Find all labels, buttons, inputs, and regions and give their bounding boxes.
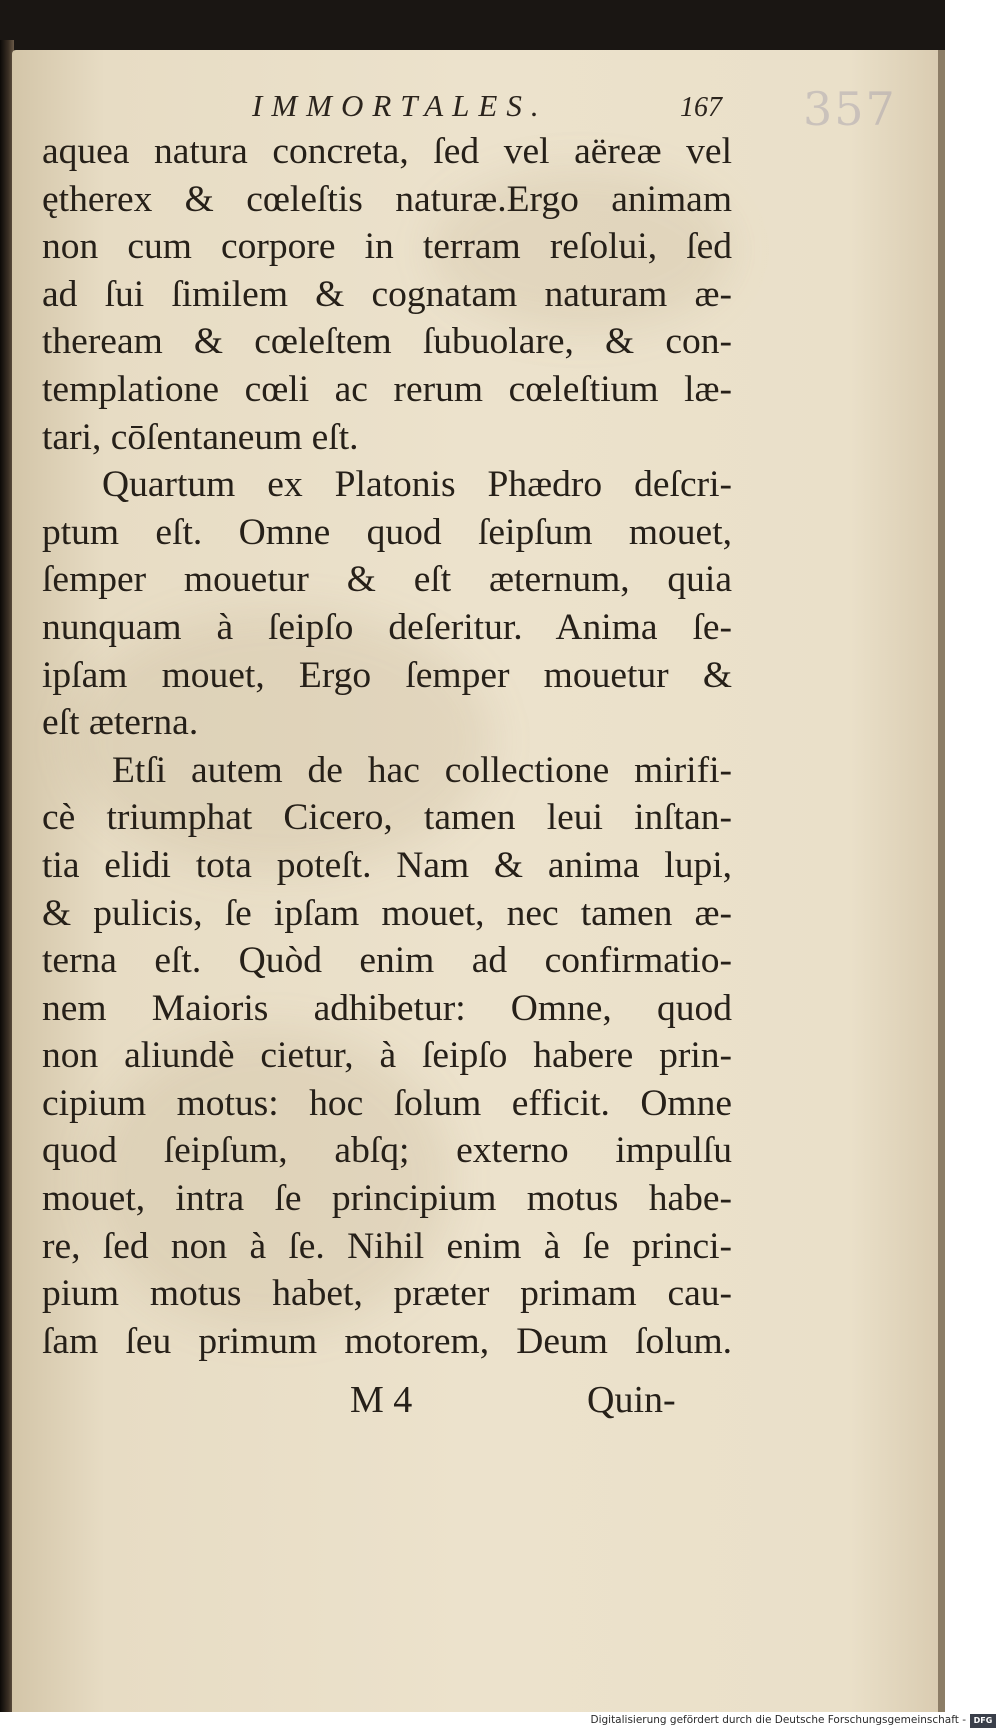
text-line: nem Maioris adhibetur: Omne, quod — [42, 987, 732, 1029]
page-edge — [938, 50, 945, 1712]
text-line: mouet, intra ſe principium motus habe- — [42, 1178, 732, 1220]
text-line: ſemper mouetur & eſt æternum, quia — [42, 559, 732, 601]
text-line: tia elidi tota poteſt. Nam & anima lupi, — [42, 844, 732, 886]
text-line: ipſam mouet, Ergo ſemper mouetur & — [42, 654, 732, 696]
text-line: ętherex & cœleſtis naturæ.Ergo animam — [42, 178, 732, 220]
text-line: quod ſeipſum, abſq; externo impulſu — [42, 1130, 732, 1172]
signature-mark: M 4 — [350, 1379, 413, 1421]
text-line: Etſi autem de hac collectione mirifi- — [112, 749, 732, 791]
paragraph-3 — [42, 747, 732, 1366]
text-line: theream & cœleſtem ſubuolare, & con- — [42, 321, 732, 363]
text-line: aquea natura concreta, ſed vel aëreæ vel — [42, 131, 732, 172]
running-head: IMMORTALES. — [252, 88, 548, 123]
text-line: pium motus habet, præter primam cau- — [42, 1273, 732, 1315]
text-line: & pulicis, ſe ipſam mouet, nec tamen æ- — [42, 892, 732, 934]
text-line: ad ſui ſimilem & cognatam naturam æ- — [42, 273, 732, 315]
dfg-logo-icon: DFG — [970, 1714, 996, 1728]
text-line: eſt æterna. — [42, 702, 199, 744]
catchword: Quin- — [587, 1379, 676, 1421]
text-line: tari, cōſentaneum eſt. — [42, 416, 359, 458]
ghost-folio-number: 357 — [803, 82, 897, 136]
text-line: non cum corpore in terram reſolui, ſed — [42, 226, 732, 268]
text-line: terna eſt. Quòd enim ad confirmatio- — [42, 940, 732, 982]
text-line: re, ſed non à ſe. Nihil enim à ſe princi- — [42, 1225, 732, 1267]
text-line: ptum eſt. Omne quod ſeipſum mouet, — [42, 511, 732, 553]
text-line: cipium motus: hoc ſolum efficit. Omne — [42, 1082, 732, 1124]
body-text — [42, 128, 732, 1365]
text-line: cè triumphat Cicero, tamen leui inſtan- — [42, 797, 732, 839]
text-line: Quartum ex Platonis Phædro deſcri- — [102, 464, 732, 506]
funding-credit: Digitalisierung gefördert durch die Deutsche Forschungsgemeinschaft - — [590, 1714, 966, 1726]
folio-number: 167 — [680, 92, 722, 123]
text-line: non aliundè cietur, à ſeipſo habere prin- — [42, 1035, 732, 1077]
paragraph-2 — [42, 461, 732, 747]
text-line: templatione cœli ac rerum cœleſtium læ- — [42, 368, 732, 410]
paragraph-1 — [42, 128, 732, 461]
text-line: ſam ſeu primum motorem, Deum ſolum. — [42, 1320, 732, 1362]
text-line: nunquam à ſeipſo deſeritur. Anima ſe- — [42, 606, 732, 648]
